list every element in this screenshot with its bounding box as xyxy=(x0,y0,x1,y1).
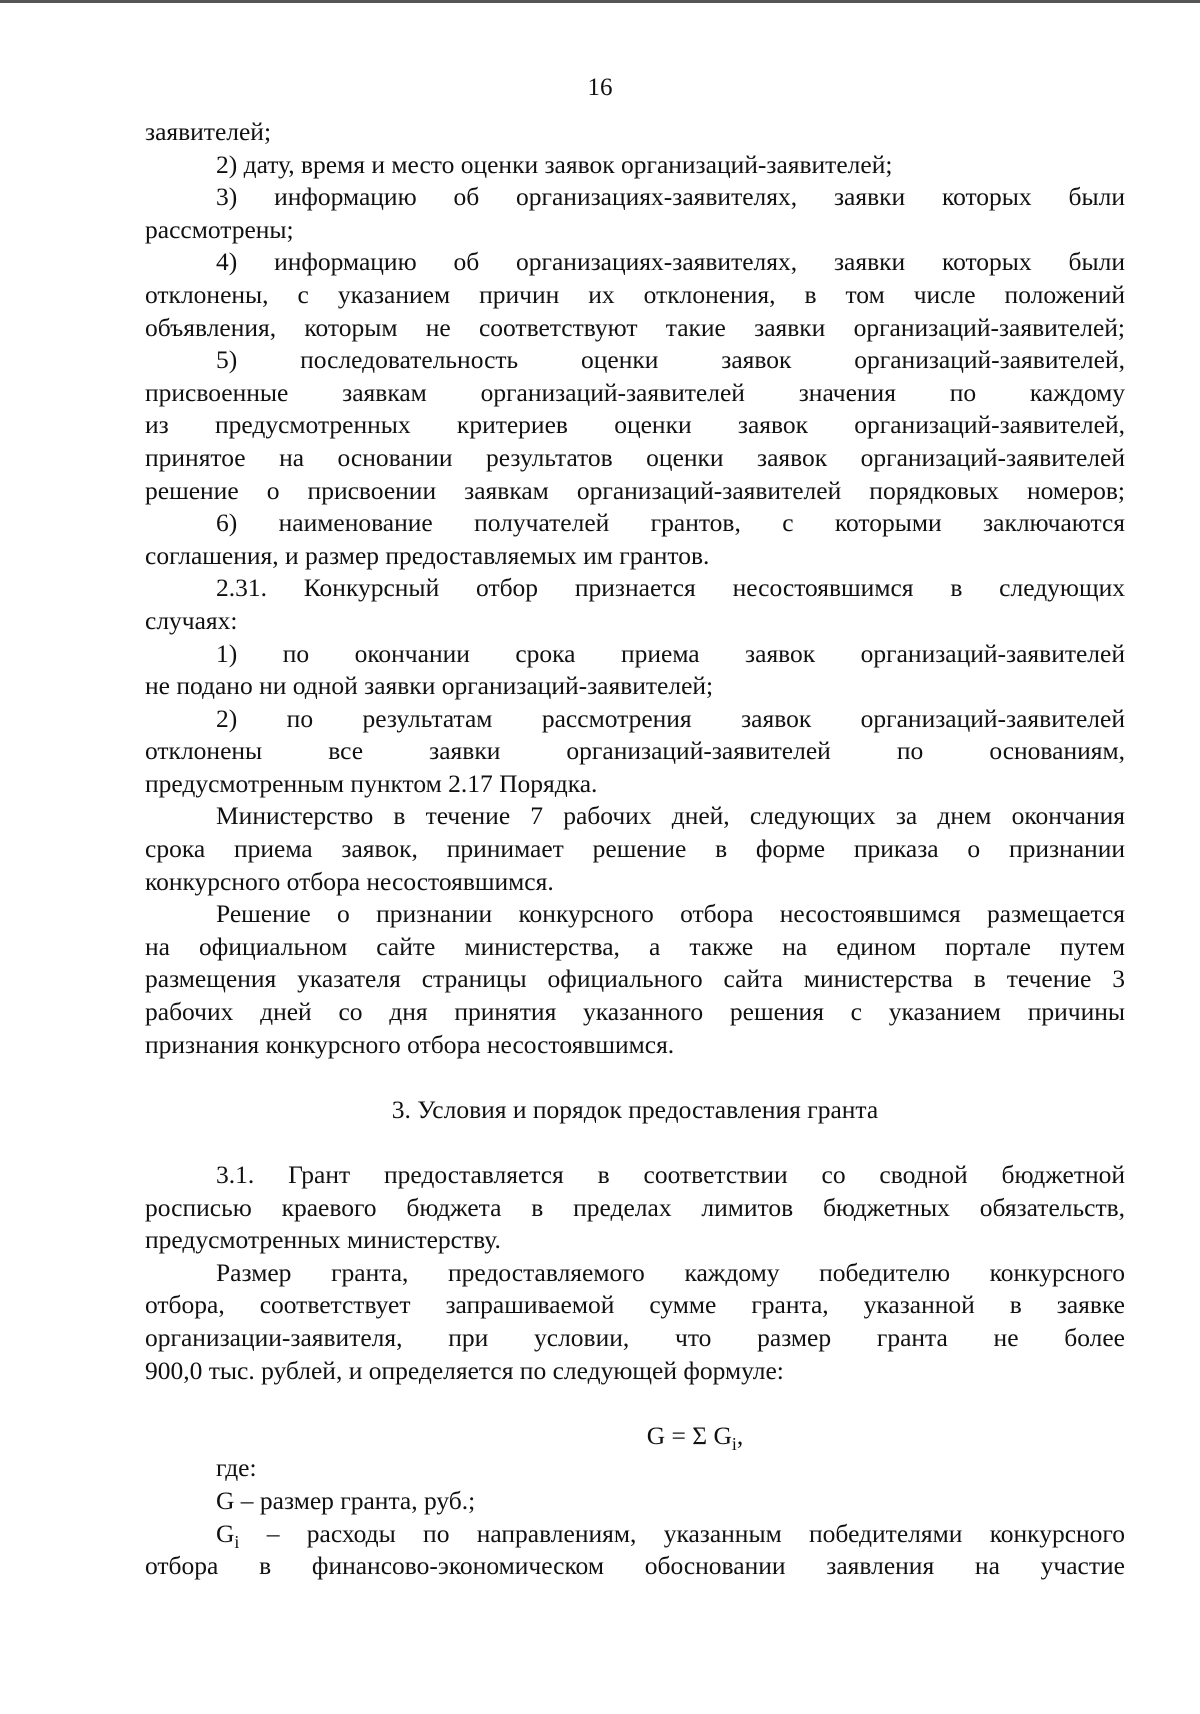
text-line: организации-заявителя, при условии, что размер гранта не более xyxy=(145,1322,1125,1352)
text-line: G – размер гранта, руб.; xyxy=(216,1485,476,1515)
gi-text: – расходы по направлениям, указанным победителями конкурсного xyxy=(239,1518,1125,1548)
grant-formula xyxy=(145,1420,1125,1453)
page-number: 16 xyxy=(587,74,613,101)
text-line: 2.31. Конкурсный отбор признается несостоявшимся в следующих xyxy=(216,573,1125,603)
text-line: заявителей; xyxy=(145,117,272,146)
text-line: 1) по окончании срока приема заявок организаций-заявителей xyxy=(216,638,1125,668)
text-line: принятое на основании результатов оценки заявок организаций-заявителей xyxy=(145,442,1125,472)
scan-top-edge xyxy=(0,0,1200,3)
formula-subscript: i xyxy=(731,1433,737,1453)
gi-definition-line xyxy=(145,1518,1125,1551)
gi-symbol: G xyxy=(216,1518,235,1548)
text-line: отбора в финансово-экономическом обосновании заявления на участие xyxy=(145,1551,1125,1581)
document-body xyxy=(145,116,1125,1583)
spacer xyxy=(145,1387,1125,1420)
text-line: 3.1. Грант предоставляется в соответствии со сводной бюджетной xyxy=(216,1160,1125,1189)
text-line: 3) информацию об организациях-заявителях, заявки которых были xyxy=(216,182,1125,212)
text-line: случаях: xyxy=(145,605,238,635)
text-line: присвоенные заявкам организаций-заявителей значения по каждому xyxy=(145,377,1125,407)
text-line: отбора, соответствует запрашиваемой сумме гранта, указанной в заявке xyxy=(145,1290,1125,1320)
text-line: росписью краевого бюджета в пределах лимитов бюджетных обязательств, xyxy=(145,1192,1125,1222)
text-line: Размер гранта, предоставляемого каждому победителю конкурсного xyxy=(216,1257,1125,1287)
text-line: размещения указателя страницы официального сайта министерства в течение 3 xyxy=(145,964,1125,994)
text-line: отклонены, с указанием причин их отклонения, в том числе положений xyxy=(145,279,1125,309)
spacer xyxy=(145,1061,1125,1094)
formula-main: G = Σ G xyxy=(646,1420,732,1450)
text-line: 900,0 тыс. рублей, и определяется по следующей формуле: xyxy=(145,1355,784,1385)
text-line: соглашения, и размер предоставляемых им грантов. xyxy=(145,540,710,570)
text-line: предусмотренным пунктом 2.17 Порядка. xyxy=(145,768,598,798)
text-line: 2) по результатам рассмотрения заявок организаций-заявителей xyxy=(216,703,1125,733)
text-line: объявления, которым не соответствуют такие заявки организаций-заявителей; xyxy=(145,312,1125,342)
text-line: 6) наименование получателей грантов, с которыми заключаются xyxy=(216,508,1125,538)
text-line: срока приема заявок, принимает решение в форме приказа о признании xyxy=(145,834,1125,864)
section-heading: 3. Условия и порядок предоставления гранта xyxy=(391,1094,879,1124)
text-line: 2) дату, время и место оценки заявок организаций-заявителей; xyxy=(216,149,893,179)
text-line: конкурсного отбора несостоявшимся. xyxy=(145,866,554,896)
text-line: отклонены все заявки организаций-заявителей по основаниям, xyxy=(145,736,1125,766)
text-line: решение о присвоении заявкам организаций-заявителей порядковых номеров; xyxy=(145,475,1125,505)
text-line: Министерство в течение 7 рабочих дней, следующих за днем окончания xyxy=(216,801,1125,831)
formula-tail: , xyxy=(736,1420,744,1450)
text-line: из предусмотренных критериев оценки заявок организаций-заявителей, xyxy=(145,410,1125,440)
text-line: где: xyxy=(216,1453,257,1483)
text-line: на официальном сайте министерства, а также на едином портале путем xyxy=(145,931,1125,961)
spacer xyxy=(145,1126,1125,1159)
gi-subscript: i xyxy=(234,1531,240,1551)
text-line: Решение о признании конкурсного отбора несостоявшимся размещается xyxy=(216,899,1125,929)
text-line: не подано ни одной заявки организаций-заявителей; xyxy=(145,671,714,701)
text-line: предусмотренных министерству. xyxy=(145,1225,501,1255)
text-line: признания конкурсного отбора несостоявшимся. xyxy=(145,1029,675,1059)
text-line: 5) последовательность оценки заявок организаций-заявителей, xyxy=(216,345,1125,375)
text-line: рассмотрены; xyxy=(145,214,294,244)
text-line: рабочих дней со дня принятия указанного решения с указанием причины xyxy=(145,997,1125,1027)
text-line: 4) информацию об организациях-заявителях, заявки которых были xyxy=(216,247,1125,277)
